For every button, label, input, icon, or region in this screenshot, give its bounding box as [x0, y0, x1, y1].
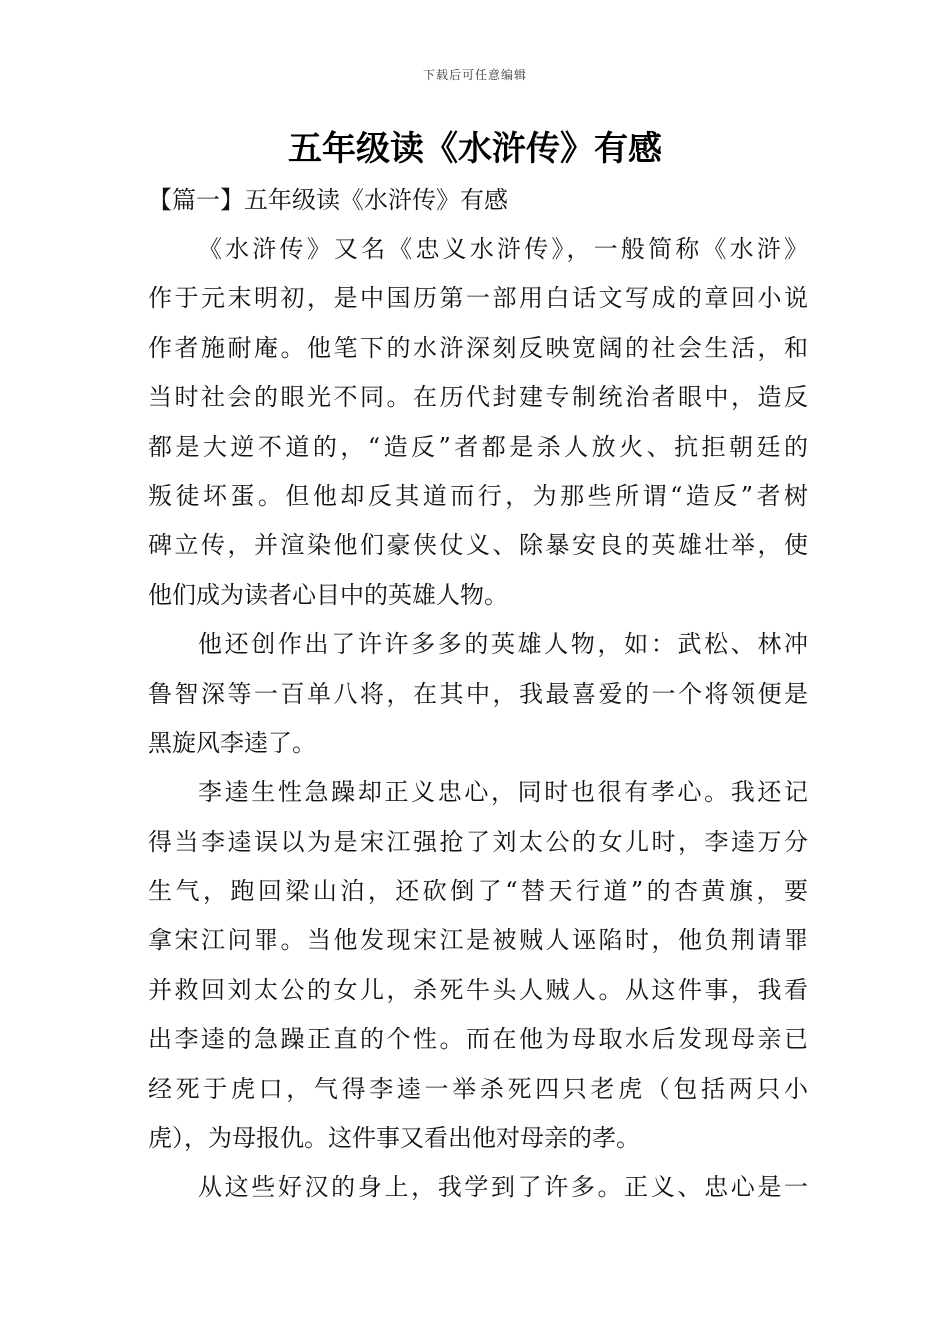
- text-line: 叛徒坏蛋。但他却反其道而行，为那些所谓“造反”者树: [148, 481, 808, 510]
- text-line: 并救回刘太公的女儿，杀死牛头人贼人。从这件事，我看: [148, 975, 808, 1004]
- text-line: 鲁智深等一百单八将，在其中，我最喜爱的一个将领便是: [148, 679, 808, 708]
- text-line: 虎），为母报仇。这件事又看出他对母亲的孝。: [148, 1124, 640, 1153]
- text-line: 碑立传，并渲染他们豪侠仗义、除暴安良的英雄壮举，使: [148, 531, 808, 560]
- text-line: 他还创作出了许许多多的英雄人物，如：武松、林冲: [198, 630, 808, 659]
- text-line: 经死于虎口，气得李逵一举杀死四只老虎（包括两只小: [148, 1074, 808, 1103]
- section-heading: 【篇一】五年级读《水浒传》有感: [148, 186, 508, 214]
- text-line: 当时社会的眼光不同。在历代封建专制统治者眼中，造反: [148, 383, 808, 412]
- text-line: 出李逵的急躁正直的个性。而在他为母取水后发现母亲已: [148, 1025, 808, 1054]
- page-header-note: 下载后可任意编辑: [422, 68, 527, 82]
- text-line: 拿宋江问罪。当他发现宋江是被贼人诬陷时，他负荆请罪: [148, 926, 808, 955]
- text-line: 作者施耐庵。他笔下的水浒深刻反映宽阔的社会生活，和: [148, 333, 808, 362]
- text-line: 得当李逵误以为是宋江强抢了刘太公的女儿时，李逵万分: [148, 827, 808, 856]
- text-line: 他们成为读者心目中的英雄人物。: [148, 580, 508, 609]
- body-text: [148, 225, 808, 1213]
- text-line: 从这些好汉的身上，我学到了许多。正义、忠心是一: [198, 1173, 808, 1202]
- text-line: 李逵生性急躁却正义忠心，同时也很有孝心。我还记: [198, 778, 808, 807]
- document-title: 五年级读《水浒传》有感: [288, 129, 662, 169]
- text-line: 生气，跑回梁山泊，还砍倒了“替天行道”的杏黄旗，要: [148, 877, 808, 906]
- text-line: 作于元末明初，是中国历第一部用白话文写成的章回小说: [148, 284, 808, 313]
- text-line: 都是大逆不道的，“造反”者都是杀人放火、抗拒朝廷的: [148, 432, 808, 461]
- text-line: 黑旋风李逵了。: [148, 728, 316, 757]
- text-line: 《水浒传》又名《忠义水浒传》，一般简称《水浒》: [198, 235, 808, 263]
